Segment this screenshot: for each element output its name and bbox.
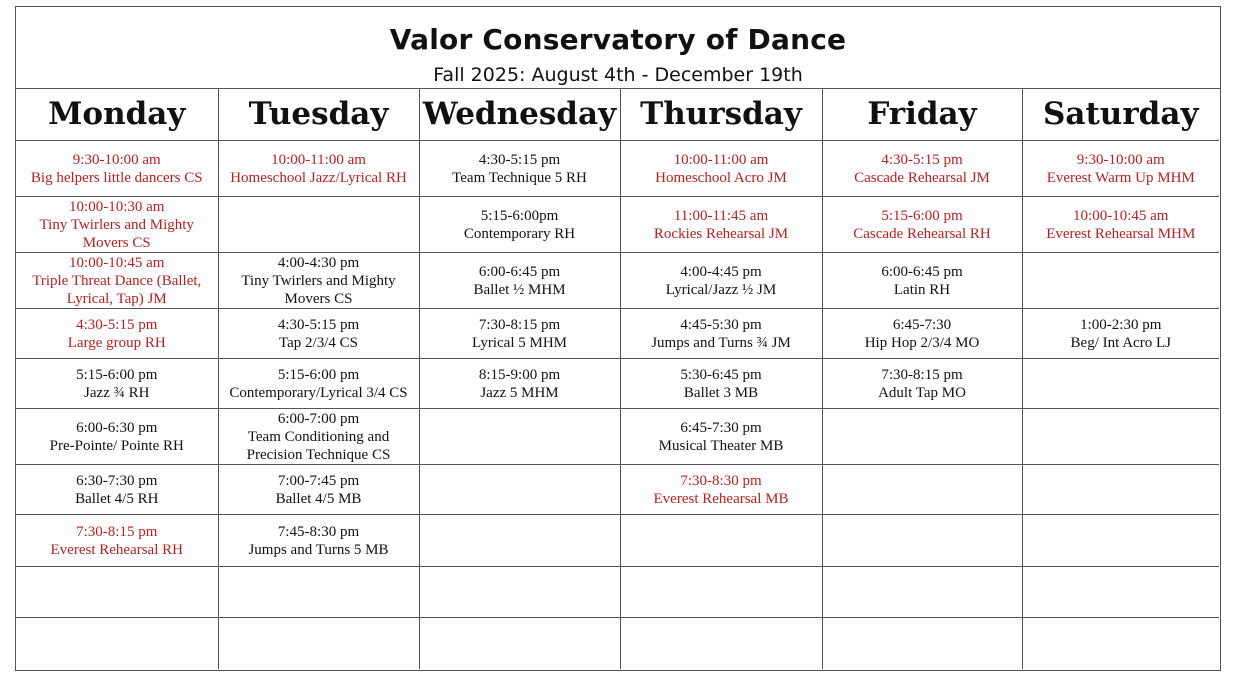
schedule-cell-friday [822,465,1022,515]
schedule-cell-saturday [1022,618,1219,669]
schedule-cell-saturday [1022,567,1219,618]
class-time: 10:00-10:45 am [1073,207,1169,224]
class-name: Everest Rehearsal MHM [1046,225,1196,242]
schedule-cell-saturday [1022,197,1219,253]
table-row [16,618,1219,669]
schedule-cell-thursday [620,253,822,309]
class-name: Lyrical/Jazz ½ JM [665,281,777,298]
schedule-cell-tuesday [218,618,419,669]
schedule-cell-friday [822,567,1022,618]
day-header-monday: Monday [16,88,218,141]
schedule-cell-wednesday [419,141,620,197]
class-name: Cascade Rehearsal JM [854,169,990,186]
schedule-cell-saturday [1022,309,1219,359]
schedule-cell-tuesday [218,253,419,309]
schedule-cell-tuesday [218,465,419,515]
class-time: 5:15-6:00pm [480,207,559,224]
schedule-cell-thursday [620,465,822,515]
class-time: 6:30-7:30 pm [76,472,158,489]
schedule-cell-monday [16,253,218,309]
class-time: 4:00-4:30 pm [277,254,360,271]
class-time: 5:15-6:00 pm [76,366,158,383]
day-header-tuesday: Tuesday [218,88,419,141]
class-time: 7:30-8:30 pm [680,472,762,489]
schedule-sheet [15,6,1221,671]
class-name: Tiny Twirlers and Mighty Movers CS [241,272,396,307]
class-time: 6:45-7:30 [892,316,952,333]
page-subtitle: Fall 2025: August 4th - December 19th [433,64,803,86]
class-name: Tap 2/3/4 CS [279,334,358,351]
class-name: Cascade Rehearsal RH [853,225,991,242]
class-name: Adult Tap MO [878,384,966,401]
schedule-cell-friday [822,253,1022,309]
schedule-cell-saturday [1022,141,1219,197]
schedule-cell-wednesday [419,567,620,618]
day-header-row [16,88,1219,141]
class-name: Ballet 4/5 MB [275,490,362,507]
schedule-cell-thursday [620,141,822,197]
class-name: Large group RH [67,334,166,351]
schedule-cell-saturday [1022,515,1219,567]
class-time: 7:45-8:30 pm [277,523,360,540]
class-name: Contemporary RH [463,225,576,242]
class-time: 8:15-9:00 pm [478,366,561,383]
class-time: 10:00-11:00 am [271,151,366,168]
class-name: Hip Hop 2/3/4 MO [864,334,980,351]
class-time: 4:30-5:15 pm [478,151,561,168]
class-name: Ballet ½ MHM [473,281,566,298]
class-name: Ballet 4/5 RH [75,490,159,507]
class-name: Everest Rehearsal RH [50,541,183,558]
schedule-cell-thursday [620,618,822,669]
class-name: Everest Rehearsal MB [653,490,789,507]
table-row [16,141,1219,197]
schedule-cell-monday [16,359,218,409]
class-name: Jazz 5 MHM [480,384,559,401]
schedule-cell-saturday [1022,465,1219,515]
schedule-cell-tuesday [218,567,419,618]
class-name: Jazz ¾ RH [84,384,150,401]
schedule-cell-saturday [1022,359,1219,409]
schedule-cell-friday [822,309,1022,359]
table-row [16,253,1219,309]
table-row [16,409,1219,465]
schedule-cell-wednesday [419,465,620,515]
schedule-cell-friday [822,515,1022,567]
class-time: 7:00-7:45 pm [277,472,360,489]
schedule-cell-monday [16,409,218,465]
class-time: 4:00-4:45 pm [680,263,762,280]
schedule-cell-wednesday [419,515,620,567]
schedule-cell-monday [16,309,218,359]
class-name: Triple Threat Dance (Ballet, Lyrical, Tap) JM [32,272,202,307]
schedule-cell-tuesday [218,515,419,567]
schedule-cell-tuesday [218,141,419,197]
day-header-wednesday: Wednesday [419,88,620,141]
class-time: 4:45-5:30 pm [680,316,762,333]
class-name: Big helpers little dancers CS [30,169,203,186]
schedule-cell-friday [822,359,1022,409]
table-row [16,197,1219,253]
schedule-cell-friday [822,141,1022,197]
schedule-cell-saturday [1022,253,1219,309]
class-time: 4:30-5:15 pm [277,316,360,333]
class-time: 5:15-6:00 pm [881,207,963,224]
table-row [16,359,1219,409]
class-time: 7:30-8:15 pm [881,366,963,383]
class-name: Homeschool Jazz/Lyrical RH [230,169,407,186]
schedule-header [16,7,1220,89]
schedule-cell-wednesday [419,409,620,465]
class-time: 1:00-2:30 pm [1080,316,1162,333]
schedule-cell-wednesday [419,253,620,309]
schedule-table [16,88,1219,669]
class-time: 6:00-6:45 pm [478,263,561,280]
day-header-thursday: Thursday [620,88,822,141]
schedule-cell-monday [16,465,218,515]
schedule-body [16,141,1219,669]
schedule-cell-thursday [620,515,822,567]
table-row [16,465,1219,515]
class-name: Rockies Rehearsal JM [653,225,789,242]
schedule-cell-wednesday [419,618,620,669]
class-name: Homeschool Acro JM [655,169,787,186]
class-name: Team Technique 5 RH [452,169,587,186]
schedule-cell-monday [16,618,218,669]
class-time: 5:15-6:00 pm [277,366,360,383]
schedule-cell-friday [822,618,1022,669]
class-time: 4:30-5:15 pm [76,316,158,333]
table-row [16,515,1219,567]
class-name: Ballet 3 MB [683,384,759,401]
schedule-cell-thursday [620,409,822,465]
class-time: 11:00-11:45 am [673,207,769,224]
class-time: 6:00-6:30 pm [76,419,158,436]
class-time: 9:30-10:00 am [72,151,161,168]
class-name: Tiny Twirlers and Mighty Movers CS [39,216,194,251]
schedule-cell-thursday [620,567,822,618]
class-time: 5:30-6:45 pm [680,366,762,383]
class-time: 6:45-7:30 pm [680,419,762,436]
schedule-cell-monday [16,197,218,253]
class-name: Lyrical 5 MHM [472,334,567,351]
class-name: Musical Theater MB [658,437,784,454]
schedule-cell-tuesday [218,409,419,465]
day-header-saturday: Saturday [1022,88,1219,141]
class-time: 10:00-10:30 am [69,198,165,215]
class-name: Latin RH [893,281,951,298]
table-row [16,309,1219,359]
class-time: 7:30-8:15 pm [478,316,561,333]
table-row [16,567,1219,618]
class-name: Jumps and Turns 5 MB [248,541,389,558]
class-time: 9:30-10:00 am [1076,151,1165,168]
schedule-cell-wednesday [419,197,620,253]
schedule-cell-thursday [620,359,822,409]
schedule-cell-saturday [1022,409,1219,465]
class-name: Jumps and Turns ¾ JM [651,334,791,351]
class-time: 6:00-7:00 pm [277,410,360,427]
schedule-cell-monday [16,567,218,618]
schedule-cell-tuesday [218,197,419,253]
schedule-cell-thursday [620,309,822,359]
class-name: Team Conditioning and Precision Technique CS [246,428,391,463]
class-time: 10:00-11:00 am [673,151,769,168]
class-time: 6:00-6:45 pm [881,263,963,280]
schedule-cell-monday [16,515,218,567]
class-name: Everest Warm Up MHM [1046,169,1195,186]
day-header-friday: Friday [822,88,1022,141]
page-title: Valor Conservatory of Dance [389,23,847,56]
class-time: 4:30-5:15 pm [881,151,963,168]
schedule-cell-tuesday [218,359,419,409]
class-time: 10:00-10:45 am [69,254,165,271]
schedule-cell-friday [822,409,1022,465]
schedule-cell-monday [16,141,218,197]
class-name: Contemporary/Lyrical 3/4 CS [229,384,408,401]
class-time: 7:30-8:15 pm [76,523,158,540]
schedule-cell-thursday [620,197,822,253]
schedule-cell-friday [822,197,1022,253]
schedule-cell-wednesday [419,309,620,359]
class-name: Pre-Pointe/ Pointe RH [49,437,184,454]
schedule-cell-wednesday [419,359,620,409]
schedule-cell-tuesday [218,309,419,359]
class-name: Beg/ Int Acro LJ [1070,334,1171,351]
